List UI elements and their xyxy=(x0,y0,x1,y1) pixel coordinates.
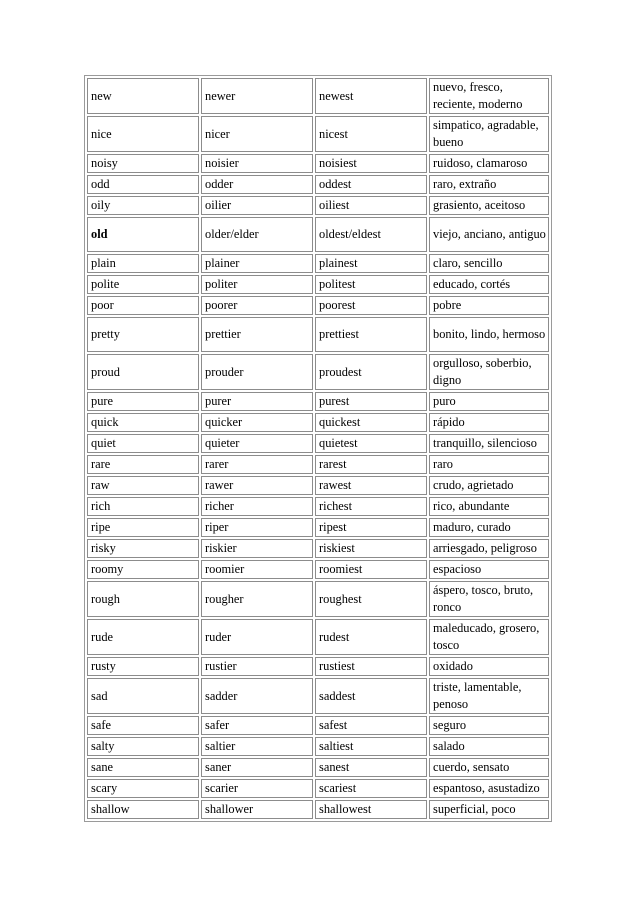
table-row xyxy=(87,354,549,390)
adjective-comparison-table xyxy=(84,75,552,822)
comparative-cell: prettier xyxy=(201,317,313,352)
table-row xyxy=(87,196,549,215)
translation-cell: bonito, lindo, hermoso xyxy=(429,317,549,352)
comparative-cell: ruder xyxy=(201,619,313,655)
comparative-cell: shallower xyxy=(201,800,313,819)
base-form-cell: poor xyxy=(87,296,199,315)
translation-cell: pobre xyxy=(429,296,549,315)
table-row xyxy=(87,476,549,495)
table-row xyxy=(87,392,549,411)
superlative-cell: saltiest xyxy=(315,737,427,756)
base-form-cell: roomy xyxy=(87,560,199,579)
superlative-cell: quietest xyxy=(315,434,427,453)
translation-cell: rico, abundante xyxy=(429,497,549,516)
comparative-cell: riper xyxy=(201,518,313,537)
table-row xyxy=(87,413,549,432)
comparative-cell: saner xyxy=(201,758,313,777)
superlative-cell: noisiest xyxy=(315,154,427,173)
table-row xyxy=(87,581,549,617)
base-form-cell: rough xyxy=(87,581,199,617)
base-form-cell: quick xyxy=(87,413,199,432)
base-form-cell: sad xyxy=(87,678,199,714)
table-body xyxy=(87,78,549,819)
base-form-cell: pure xyxy=(87,392,199,411)
superlative-cell: poorest xyxy=(315,296,427,315)
base-form-cell: shallow xyxy=(87,800,199,819)
table-row xyxy=(87,716,549,735)
comparative-cell: saltier xyxy=(201,737,313,756)
superlative-cell: purest xyxy=(315,392,427,411)
translation-cell: triste, lamentable, penoso xyxy=(429,678,549,714)
translation-cell: espantoso, asustadizo xyxy=(429,779,549,798)
translation-cell: orgulloso, soberbio, digno xyxy=(429,354,549,390)
comparative-cell: noisier xyxy=(201,154,313,173)
table-row xyxy=(87,737,549,756)
table-row xyxy=(87,678,549,714)
table-row xyxy=(87,275,549,294)
translation-cell: maduro, curado xyxy=(429,518,549,537)
superlative-cell: nicest xyxy=(315,116,427,152)
translation-cell: cuerdo, sensato xyxy=(429,758,549,777)
translation-cell: maleducado, grosero, tosco xyxy=(429,619,549,655)
comparative-cell: rougher xyxy=(201,581,313,617)
superlative-cell: ripest xyxy=(315,518,427,537)
translation-cell: áspero, tosco, bruto, ronco xyxy=(429,581,549,617)
superlative-cell: rudest xyxy=(315,619,427,655)
superlative-cell: shallowest xyxy=(315,800,427,819)
comparative-cell: riskier xyxy=(201,539,313,558)
translation-cell: tranquillo, silencioso xyxy=(429,434,549,453)
translation-cell: oxidado xyxy=(429,657,549,676)
translation-cell: superficial, poco xyxy=(429,800,549,819)
translation-cell: rápido xyxy=(429,413,549,432)
superlative-cell: newest xyxy=(315,78,427,114)
superlative-cell: proudest xyxy=(315,354,427,390)
comparative-cell: prouder xyxy=(201,354,313,390)
base-form-cell: rude xyxy=(87,619,199,655)
table-row xyxy=(87,317,549,352)
base-form-cell: salty xyxy=(87,737,199,756)
table-row xyxy=(87,619,549,655)
base-form-cell: raw xyxy=(87,476,199,495)
base-form-cell: pretty xyxy=(87,317,199,352)
base-form-cell: old xyxy=(87,217,199,252)
comparative-cell: odder xyxy=(201,175,313,194)
comparative-cell: politer xyxy=(201,275,313,294)
translation-cell: crudo, agrietado xyxy=(429,476,549,495)
translation-cell: raro, extraño xyxy=(429,175,549,194)
translation-cell: salado xyxy=(429,737,549,756)
table-row xyxy=(87,154,549,173)
table-row xyxy=(87,518,549,537)
comparative-cell: safer xyxy=(201,716,313,735)
translation-cell: puro xyxy=(429,392,549,411)
comparative-cell: rawer xyxy=(201,476,313,495)
base-form-cell: sane xyxy=(87,758,199,777)
translation-cell: arriesgado, peligroso xyxy=(429,539,549,558)
base-form-cell: scary xyxy=(87,779,199,798)
base-form-cell: rich xyxy=(87,497,199,516)
table-row xyxy=(87,657,549,676)
superlative-cell: scariest xyxy=(315,779,427,798)
superlative-cell: plainest xyxy=(315,254,427,273)
base-form-cell: new xyxy=(87,78,199,114)
superlative-cell: richest xyxy=(315,497,427,516)
comparative-cell: older/elder xyxy=(201,217,313,252)
table-row xyxy=(87,539,549,558)
comparative-cell: roomier xyxy=(201,560,313,579)
comparative-cell: newer xyxy=(201,78,313,114)
comparative-cell: quieter xyxy=(201,434,313,453)
base-form-cell: plain xyxy=(87,254,199,273)
comparative-cell: scarier xyxy=(201,779,313,798)
superlative-cell: saddest xyxy=(315,678,427,714)
base-form-cell: risky xyxy=(87,539,199,558)
translation-cell: espacioso xyxy=(429,560,549,579)
base-form-cell: quiet xyxy=(87,434,199,453)
comparative-cell: richer xyxy=(201,497,313,516)
translation-cell: ruidoso, clamaroso xyxy=(429,154,549,173)
translation-cell: raro xyxy=(429,455,549,474)
superlative-cell: quickest xyxy=(315,413,427,432)
comparative-cell: poorer xyxy=(201,296,313,315)
superlative-cell: politest xyxy=(315,275,427,294)
base-form-cell: rusty xyxy=(87,657,199,676)
translation-cell: seguro xyxy=(429,716,549,735)
comparative-cell: sadder xyxy=(201,678,313,714)
comparative-cell: oilier xyxy=(201,196,313,215)
base-form-cell: noisy xyxy=(87,154,199,173)
superlative-cell: rustiest xyxy=(315,657,427,676)
superlative-cell: prettiest xyxy=(315,317,427,352)
comparative-cell: rustier xyxy=(201,657,313,676)
table-row xyxy=(87,116,549,152)
table-row xyxy=(87,296,549,315)
comparative-cell: rarer xyxy=(201,455,313,474)
base-form-cell: safe xyxy=(87,716,199,735)
table-row xyxy=(87,217,549,252)
base-form-cell: rare xyxy=(87,455,199,474)
superlative-cell: rarest xyxy=(315,455,427,474)
base-form-cell: ripe xyxy=(87,518,199,537)
base-form-cell: nice xyxy=(87,116,199,152)
base-form-cell: proud xyxy=(87,354,199,390)
superlative-cell: oldest/eldest xyxy=(315,217,427,252)
table-row xyxy=(87,800,549,819)
base-form-cell: polite xyxy=(87,275,199,294)
table-row xyxy=(87,434,549,453)
translation-cell: simpatico, agradable, bueno xyxy=(429,116,549,152)
superlative-cell: roughest xyxy=(315,581,427,617)
table-row xyxy=(87,455,549,474)
translation-cell: viejo, anciano, antiguo xyxy=(429,217,549,252)
table-row xyxy=(87,779,549,798)
translation-cell: grasiento, aceitoso xyxy=(429,196,549,215)
translation-cell: educado, cortés xyxy=(429,275,549,294)
table-row xyxy=(87,560,549,579)
base-form-cell: odd xyxy=(87,175,199,194)
comparative-cell: plainer xyxy=(201,254,313,273)
base-form-cell: oily xyxy=(87,196,199,215)
table-row xyxy=(87,78,549,114)
comparative-cell: nicer xyxy=(201,116,313,152)
superlative-cell: safest xyxy=(315,716,427,735)
table-row xyxy=(87,175,549,194)
comparative-cell: quicker xyxy=(201,413,313,432)
table-row xyxy=(87,254,549,273)
table-row xyxy=(87,758,549,777)
superlative-cell: roomiest xyxy=(315,560,427,579)
superlative-cell: oiliest xyxy=(315,196,427,215)
table-row xyxy=(87,497,549,516)
comparative-cell: purer xyxy=(201,392,313,411)
superlative-cell: sanest xyxy=(315,758,427,777)
superlative-cell: riskiest xyxy=(315,539,427,558)
superlative-cell: rawest xyxy=(315,476,427,495)
translation-cell: claro, sencillo xyxy=(429,254,549,273)
translation-cell: nuevo, fresco, reciente, moderno xyxy=(429,78,549,114)
superlative-cell: oddest xyxy=(315,175,427,194)
